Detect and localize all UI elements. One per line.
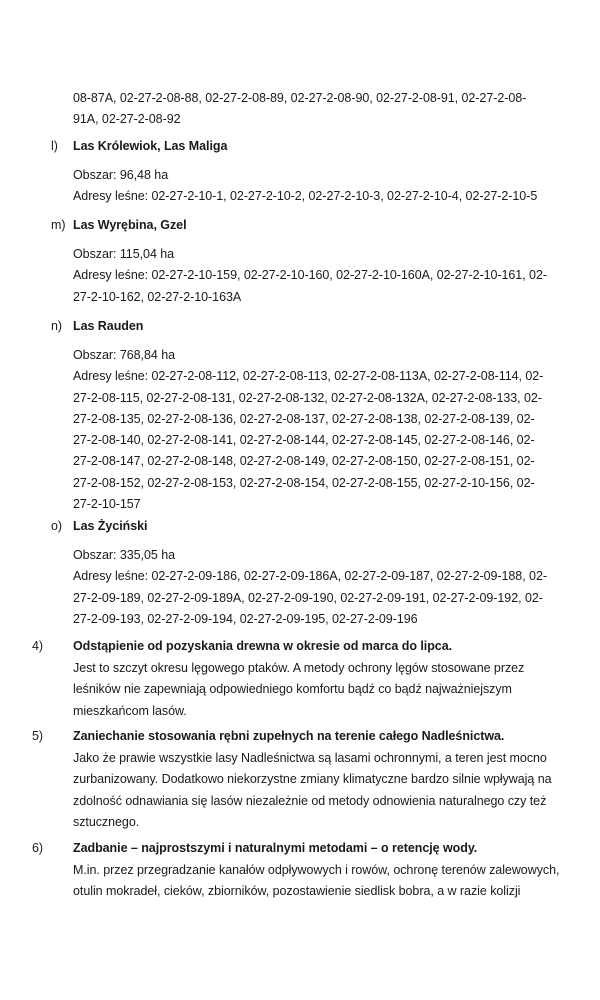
forest-addresses: 27-2-09-189, 02-27-2-09-189A, 02-27-2-09-190, 02-27-2-09-191, 02-27-2-09-192, 02- (73, 590, 543, 605)
list-marker: o) (51, 519, 63, 533)
section-number: 6) (32, 841, 44, 855)
forest-addresses: 27-2-08-115, 02-27-2-08-131, 02-27-2-08-132, 02-27-2-08-132A, 02-27-2-08-133, 02- (73, 390, 542, 405)
list-marker: l) (51, 139, 58, 153)
section-line: Jako że prawie wszystkie lasy Nadleśnictwa są lasami ochronnymi, a teren jest mocno (73, 750, 547, 765)
forest-heading-o (51, 516, 571, 536)
forest-addresses: Adresy leśne: 02-27-2-09-186, 02-27-2-09-186A, 02-27-2-09-187, 02-27-2-09-188, 02- (73, 569, 547, 584)
forest-heading-l (51, 136, 571, 156)
forest-addresses: 27-2-08-140, 02-27-2-08-141, 02-27-2-08-144, 02-27-2-08-145, 02-27-2-08-146, 02- (73, 433, 535, 448)
forest-details-o (73, 545, 573, 630)
section-line: sztucznego. (73, 815, 140, 829)
list-marker: m) (51, 218, 66, 232)
forest-addresses: 27-2-10-157 (73, 497, 141, 512)
forest-area: Obszar: 96,48 ha (73, 168, 169, 182)
section-line: zurbanizowany. Dodatkowo niekorzystne zmiany klimatyczne bardzo silnie wpływają na (73, 772, 552, 786)
list-marker: n) (51, 319, 63, 333)
forest-addresses: Adresy leśne: 02-27-2-10-159, 02-27-2-10-160, 02-27-2-10-160A, 02-27-2-10-161, 02- (73, 268, 547, 283)
forest-addresses: 27-2-10-162, 02-27-2-10-163A (73, 289, 242, 304)
forest-name: Las Wyrębina, Gzel (73, 218, 187, 232)
section-line: leśników nie zapewniają odpowiedniego komfortu bądź co bądź najważniejszym (73, 682, 512, 696)
continuation-addresses (73, 88, 563, 130)
section-line: otulin mokradeł, cieków, zbiorników, pozostawienie siedlisk bobra, a w razie kolizji (73, 884, 521, 898)
section-line: mieszkańcom lasów. (73, 703, 187, 718)
forest-name: Las Królewiok, Las Maliga (73, 139, 228, 153)
section-title: Odstąpienie od pozyskania drewna w okresie od marca do lipca. (73, 639, 453, 653)
section-number: 5) (32, 729, 44, 743)
section-line: Jest to szczyt okresu lęgowego ptaków. A metody ochrony lęgów stosowane przez (73, 660, 525, 675)
section-5 (32, 726, 577, 834)
section-4 (32, 636, 577, 722)
forest-heading-m (51, 215, 571, 235)
section-line: M.in. przez przegradzanie kanałów odpływowych i rowów, ochronę terenów zalewowych, (73, 862, 560, 877)
forest-area: Obszar: 768,84 ha (73, 348, 175, 362)
continuation-line: 08-87A, 02-27-2-08-88, 02-27-2-08-89, 02-27-2-08-90, 02-27-2-08-91, 02-27-2-08- (73, 91, 527, 105)
section-body (32, 748, 577, 834)
forest-addresses: 27-2-08-147, 02-27-2-08-148, 02-27-2-08-149, 02-27-2-08-150, 02-27-2-08-151, 02- (73, 454, 535, 469)
forest-addresses: Adresy leśne: 02-27-2-10-1, 02-27-2-10-2, 02-27-2-10-3, 02-27-2-10-4, 02-27-2-10-5 (73, 189, 538, 204)
forest-name: Las Rauden (73, 319, 144, 333)
section-body (32, 860, 577, 903)
section-body (32, 658, 577, 723)
section-title: Zadbanie – najprostszymi i naturalnymi metodami – o retencję wody. (73, 841, 478, 855)
section-title: Zaniechanie stosowania rębni zupełnych na terenie całego Nadleśnictwa. (73, 729, 505, 743)
forest-details-n (73, 345, 573, 515)
forest-name: Las Życiński (73, 519, 148, 533)
forest-area: Obszar: 335,05 ha (73, 548, 175, 562)
forest-addresses: Adresy leśne: 02-27-2-08-112, 02-27-2-08-113, 02-27-2-08-113A, 02-27-2-08-114, 02- (73, 369, 544, 384)
forest-heading-n (51, 316, 571, 336)
forest-area: Obszar: 115,04 ha (73, 247, 175, 261)
continuation-line: 91A, 02-27-2-08-92 (73, 112, 181, 126)
section-number: 4) (32, 639, 44, 653)
forest-details-m (73, 244, 573, 308)
section-line: zdolność odnawiania się lasów niezależnie od metody odnowienia naturalnego czy też (73, 793, 547, 808)
section-6 (32, 838, 577, 903)
forest-addresses: 27-2-08-152, 02-27-2-08-153, 02-27-2-08-154, 02-27-2-08-155, 02-27-2-10-156, 02- (73, 475, 535, 490)
forest-addresses: 27-2-08-135, 02-27-2-08-136, 02-27-2-08-137, 02-27-2-08-138, 02-27-2-08-139, 02- (73, 411, 535, 426)
forest-details-l (73, 165, 573, 208)
forest-addresses: 27-2-09-193, 02-27-2-09-194, 02-27-2-09-195, 02-27-2-09-196 (73, 611, 418, 626)
